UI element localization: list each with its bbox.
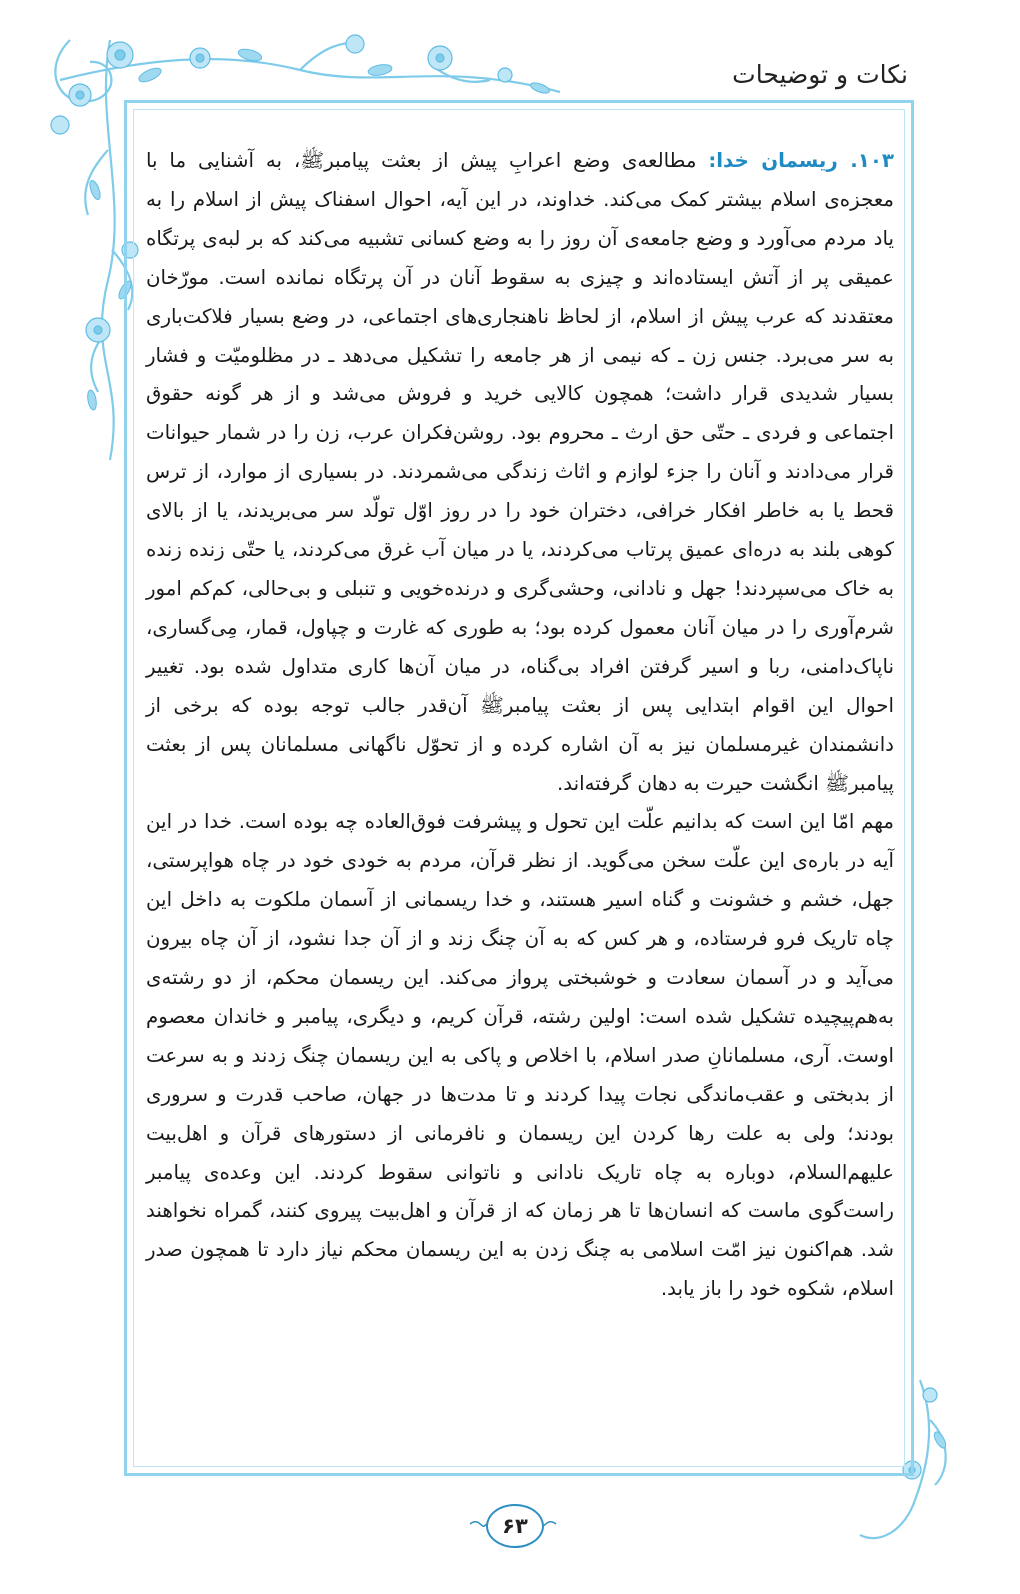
page-number — [486, 1504, 544, 1548]
note-paragraph-1 — [146, 142, 894, 803]
section-title: نکات و توضیحات — [732, 60, 908, 89]
note-body — [146, 142, 894, 1309]
note-heading: ۱۰۳. ریسمان خدا: — [708, 149, 894, 172]
page-number-text: ۶۳ — [502, 1514, 528, 1538]
note-paragraph-2: مهم امّا این است که بدانیم علّت این تحول و پیشرفت فوق‌العاده چه بوده است. خدا در این آیه در باره‌ی این علّت سخن می‌گوید. از نظر قرآن، مردم به خودی خود در چاه هواپرستی، جهل، خشم و خشونت و گناه اسیر هستند، و خدا ریسمانی از آسمان ملکوت به داخل این چاه تاریک فرو فرستاده، و هر کس که به آن چنگ زند و از آن جدا نشود، از آن چاه بیرون می‌آید و در آسمان سعادت و خوشبختی پرواز می‌کند. این ریسمان محکم، از دو رشته‌ی به‌هم‌پیچیده تشکیل شده است: اولین رشته، قرآن کریم، و دیگری، پیامبر و خاندان معصوم اوست. آری، مسلمانانِ صدر اسلام، با اخلاص و پاکی به این ریسمان چنگ زدند و به سرعت از بدبختی و عقب‌ماندگی نجات پیدا کردند و تا مدت‌ها در جهان، صاحب قدرت و سروری بودند؛ ولی به علت رها کردن این ریسمان و نافرمانی از دستورهای قرآن و اهل‌بیت علیهم‌السلام، دوباره به چاه تاریک نادانی و ناتوانی سقوط کردند. این وعده‌ی پیامبر راست‌گوی ماست که انسان‌ها تا هر زمان که از قرآن و اهل‌بیت پیروی کنند، گمراه نخواهند شد. هم‌اکنون نیز امّت اسلامی به چنگ زدن به این ریسمان محکم نیاز دارد تا همچون صدر اسلام، شکوه خود را باز یابد. — [146, 810, 894, 1301]
note-paragraph-1-text: مطالعه‌ی وضع اعرابِ پیش از بعثت پیامبرﷺ، به آشنایی ما با معجزه‌ی اسلام بیشتر کمک می‌کند. خداوند، در این آیه، احوال اسفناک پیش از اسلام را به یاد مردم می‌آورد و وضع جامعه‌ی آن روز را به وضع کسانی تشبیه می‌کند که بر لبه‌ی پرتگاه عمیقی پر از آتش ایستاده‌اند و چیزی به سقوط آنان در آن پرتگاه نمانده است. مورّخان معتقدند که عرب پیش از اسلام، از لحاظ ناهنجاری‌های اجتماعی، در وضع بسیار فلاکت‌باری به سر می‌برد. جنس زن ـ که نیمی از هر جامعه را تشکیل می‌دهد ـ در مظلومیّت و فشار بسیار شدیدی قرار داشت؛ همچون کالایی خرید و فروش می‌شد و از هر گونه حقوق اجتماعی و فردی ـ حتّی حق ارث ـ محروم بود. روشن‌فکران عرب، زن را در شمار حیوانات قرار می‌دادند و آنان را جزء لوازم و اثاث زندگی می‌شمردند. در بسیاری از موارد، از ترس قحط یا به خاطر افکار خرافی، دختران خود را در روز اوّل تولّد سر می‌بریدند، یا از بالای کوهی بلند به دره‌ای عمیق پرتاب می‌کردند، یا در میان آب غرق می‌کردند، یا حتّی زنده زنده به خاک می‌سپردند! جهل و نادانی، وحشی‌گری و درنده‌خویی و تنبلی و بی‌حالی، کم‌کم امور شرم‌آوری را در میان آنان معمول کرده بود؛ به طوری که غارت و چپاول، قمار، مِی‌گساری، ناپاک‌دامنی، ربا و اسیر گرفتن افراد بی‌گناه، در میان آن‌ها کاری متداول شده بود. تغییر احوال این اقوام ابتدایی پس از بعثت پیامبرﷺ آن‌قدر جالب توجه بوده که برخی از دانشمندان غیرمسلمان نیز به آن اشاره کرده و از تحوّل ناگهانی مسلمانان پس از بعثت پیامبرﷺ انگشت حیرت به دهان گرفته‌اند. — [146, 149, 894, 795]
